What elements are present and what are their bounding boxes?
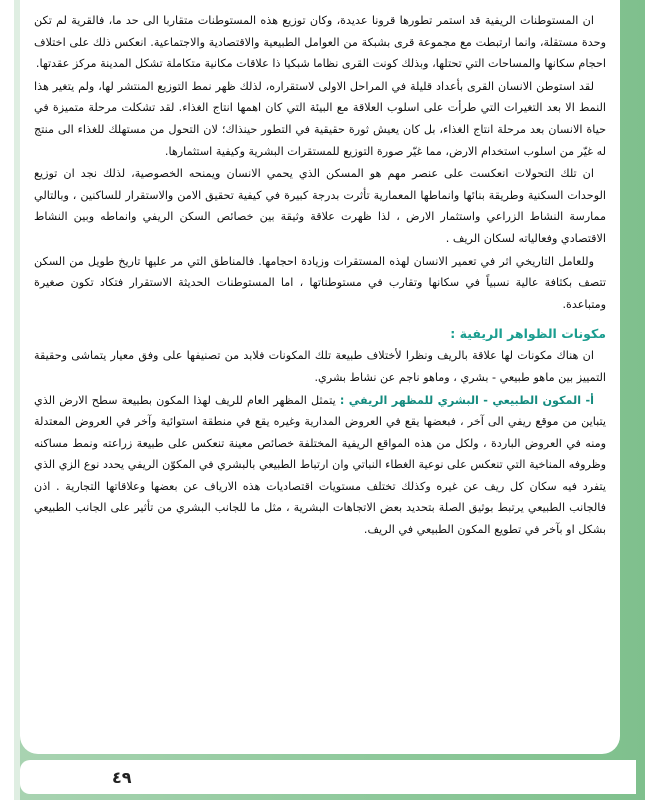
content-panel (20, 0, 620, 754)
section-heading: مكونات الظواهر الريفية : (450, 326, 606, 342)
subsection-body: يتمثل المظهر العام للريف لهذا المكون بطبيعة سطح الارض الذي يتباين من موقع ريفي الى آخر ، فبعضها يقع في العروض المدارية وغيره يقع في منطقة استوائية وآخر في العروض المعتدلة ومنه في العروض الباردة ، ولكل من هذه المواقع الريفية المختلفة خصائص معينة تنعكس على طبيعة زراعته ونمط مساكنه وظروفه المناخية التي تنعكس على نوعية الغطاء النباتي وان ارتباط الطبيعي بالبشري في المكوّن الريفي يحدد نوع الزي الذي يتفرد فيه سكان كل ريف عن غيره وكذلك تختلف مستويات اقتصاديات هذه الارياف عن بعضها وعلاقاتها التجارية . اذن فالجانب الطبيعي يرتبط بوثيق الصلة بتحديد بعض الاتجاهات البشرية ، مثل ما للجانب البشري من تأثير على الجانب الطبيعي بشكل او بآخر في تطويع المكون الطبيعي في الريف. (34, 393, 606, 537)
subsection-paragraph (34, 390, 606, 541)
section-paragraph: ان هناك مكونات لها علاقة بالريف ونظرا لأختلاف طبيعة تلك المكونات فلابد من تصنيفها على وفق معيار يتماشى وحقيقة التمييز بين ماهو طبيعي - بشري ، وماهو ناجم عن نشاط بشري. (34, 349, 606, 384)
paragraph-1: ان المستوطنات الريفية قد استمر تطورها قرونا عديدة، وكان توزيع هذه المستوطنات متقاربا الى حد ما، فالقرية لم تكن وحدة مستقلة، وانما ارتبطت مع مجموعة قرى بشبكة من العوامل الطبيعية والاقتصادية والاجتماعية. انعكس ذلك على اختلاف احجام سكانها والمساحات التي تحتلها، وبذلك كونت القرى نظاما شبكيا ذا علاقات مكانية متكاملة تشكل المدينة مركز عقدتها. (34, 14, 606, 71)
page-number: ٤٩ (112, 768, 132, 787)
body-text (34, 10, 606, 541)
subsection-title: أ- المكون الطبيعي - البشري للمظهر الريفي : (339, 393, 594, 407)
paragraph-2: لقد استوطن الانسان القرى بأعداد قليلة في المراحل الاولى لاستقراره، لذلك ظهر نمط التوزيع المنتشر لها، ولم يتغير هذا النمط الا بعد التغيرات التي طرأت على اسلوب العلاقة مع البيئة التي كان اهمها انتاج الغذاء. لقد تشكلت مرحلة متميزة في حياة الانسان بعد مرحلة انتاج الغذاء، بل كان يعيش ثورة حقيقية في التطور حينذاك؛ لان التحول من مستهلك للغذاء الى منتج له غيّر من اسلوب استخدام الارض، مما غيّر صورة التوزيع للمستقرات البشرية وكيفية استثمارها. (34, 79, 606, 158)
paragraph-4: وللعامل التاريخي اثر في تعمير الانسان لهذه المستقرات وزيادة احجامها. فالمناطق التي مر عليها تاريخ طويل من السكن تتصف بكثافة عالية نسبياً في سكانها وتقارب في مستوطناتها ، اما المستوطنات الحديثة الاستقرار فتكاد تكون صغيرة ومتباعدة. (34, 254, 606, 311)
paragraph-3: ان تلك التحولات انعكست على عنصر مهم هو المسكن الذي يحمي الانسان ويمنحه الخصوصية، لذلك نجد ان توزيع الوحدات السكنية وطريقة بنائها وانماطها المعمارية تأثرت بدرجة كبيرة في كيفية تحقيق الامن والاستقرار للساكنين ، وبالتالي ممارسة النشاط الزراعي واستثمار الارض ، لذا ظهرت علاقة وثيقة بين خصائص السكن الريفي وانماطه وبين النشاط الاقتصادي وفعالياته لسكان الريف . (34, 167, 606, 245)
